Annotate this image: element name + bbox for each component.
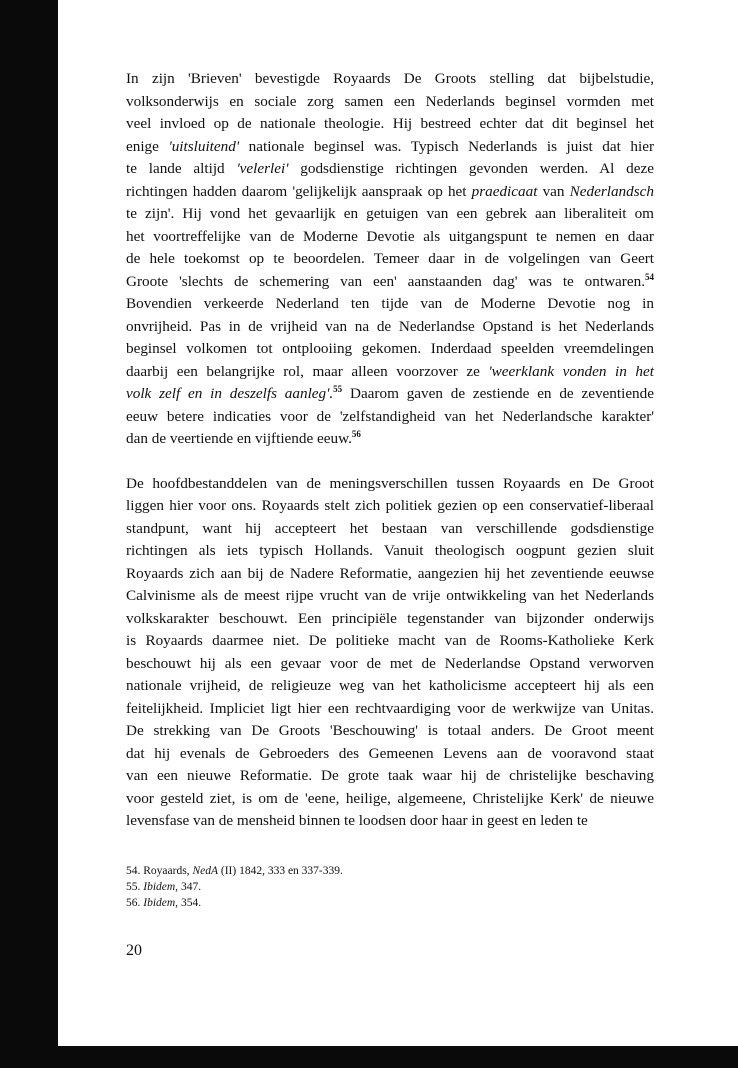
footnote-ref: 55 — [333, 384, 343, 394]
text-line: enige 'uitsluitend' nationale beginsel was. Typisch Nederlands is juist dat hier — [126, 137, 655, 155]
text-line: De strekking van De Groots 'Beschouwing' is totaal anders. De Groot meent — [126, 722, 654, 739]
footnotes — [126, 863, 626, 911]
scan-border-left — [0, 0, 58, 1068]
text-line: eeuw betere indicaties voor de 'zelfstandigheid van het Nederlandsche karakter' — [126, 407, 654, 425]
text-line: volksonderwijs en sociale zorg samen een Nederlands beginsel vormden met — [126, 92, 654, 110]
footnote: 55. Ibidem, 347. — [126, 881, 202, 893]
text-line: de hele toekomst op te beoordelen. Temeer daar in de volgelingen van Geert — [126, 250, 654, 267]
text-line: voor gesteld ziet, is om de 'eene, heilige, algemeene, Christelijke Kerk' de nieuwe — [126, 789, 654, 807]
text-line: feitelijkheid. Impliciet ligt hier een rechtvaardiging voor de werkwijze van Unitas. — [126, 699, 654, 717]
text-line: van een nieuwe Reformatie. De grote taak waar hij de christelijke beschaving — [126, 767, 654, 784]
paragraph-1 — [126, 68, 654, 451]
text-line: Royaards zich aan bij de Nadere Reformatie, aangezien hij het zeventiende eeuwse — [126, 564, 654, 582]
text-line: dat hij evenals de Gebroeders des Gemeenen Levens aan de vooravond staat — [126, 744, 654, 762]
footnote-ref: 54 — [645, 271, 654, 282]
text-line: te zijn'. Hij vond het gevaarlijk en getuigen van een gebrek aan liberaliteit om — [126, 205, 654, 222]
text-line: Groote 'slechts de schemering van een' aanstaanden dag' was te ontwaren.$^{54}$ — [126, 271, 654, 290]
scan-border-bottom — [58, 1046, 738, 1068]
text-line: het voortreffelijke van de Moderne Devotie als uitgangspunt te nemen en daar — [126, 227, 654, 245]
text-line: beginsel volkomen tot ontplooiing gekomen. Inderdaad speelden vreemdelingen — [126, 340, 654, 357]
text-line: beschouwt hij als een gevaar voor de met de Nederlandse Opstand verworven — [126, 654, 654, 672]
text-line: In zijn 'Brieven' bevestigde Royaards De Groots stelling dat bijbelstudie, — [126, 70, 654, 87]
text-line: onvrijheid. Pas in de vrijheid van na de Nederlandse Opstand is het Nederlands — [126, 317, 654, 335]
footnote: 56. Ibidem, 354. — [126, 897, 202, 909]
text-line: dan de veertiende en vijftiende eeuw.$^{56}$ — [126, 429, 361, 447]
text-line: volkskarakter beschouwt. Een principiële tegenstander van bijzonder onderwijs — [126, 609, 654, 627]
text-line: te lande altijd 'velerlei' godsdienstige richtingen gevonden werden. Al deze — [126, 160, 654, 177]
text-line: veel invloed op de nationale theologie. Hij bestreed echter dat dit beginsel het — [126, 115, 654, 132]
text-line: Calvinisme als de meest rijpe vrucht van de vrije ontwikkeling van het Nederlands — [126, 587, 654, 604]
paragraph-2 — [126, 473, 654, 833]
text-line: levensfase van de mensheid binnen te loodsen door haar in geest en leden te — [126, 812, 588, 829]
text-line: liggen hier voor ons. Royaards stelt zich politiek gezien op een conservatief-liberaal — [126, 497, 654, 514]
text-line: richtingen als iets typisch Hollands. Vanuit theologisch oogpunt gezien sluit — [126, 542, 654, 559]
footnote-ref: 56 — [351, 429, 361, 439]
text-line: nationale vrijheid, de religieuze weg van het katholicisme accepteert hij als een — [126, 677, 654, 694]
text-line: Bovendien verkeerde Nederland ten tijde van de Moderne Devotie nog in — [126, 295, 654, 312]
text-line: De hoofdbestanddelen van de meningsverschillen tussen Royaards en De Groot — [126, 474, 654, 492]
page-number: 20 — [126, 942, 142, 959]
text-line: daarbij een belangrijke rol, maar alleen voorzover ze 'weerklank vonden in het — [126, 362, 654, 380]
text-line: volk zelf en in deszelfs aanleg'.$^{55}$ Daarom gaven de zestiende en de zeventiende — [126, 384, 654, 402]
text-line: standpunt, want hij accepteert het bestaan van verschillende godsdienstige — [126, 519, 654, 537]
page-body — [126, 68, 654, 833]
text-line: is Royaards daarmee niet. De politieke macht van de Rooms-Katholieke Kerk — [126, 632, 654, 649]
footnote: 54. Royaards, NedA (II) 1842, 333 en 337-339. — [126, 865, 343, 877]
text-line: richtingen hadden daarom 'gelijkelijk aanspraak op het praedicaat van Nederlandsch — [126, 182, 654, 200]
